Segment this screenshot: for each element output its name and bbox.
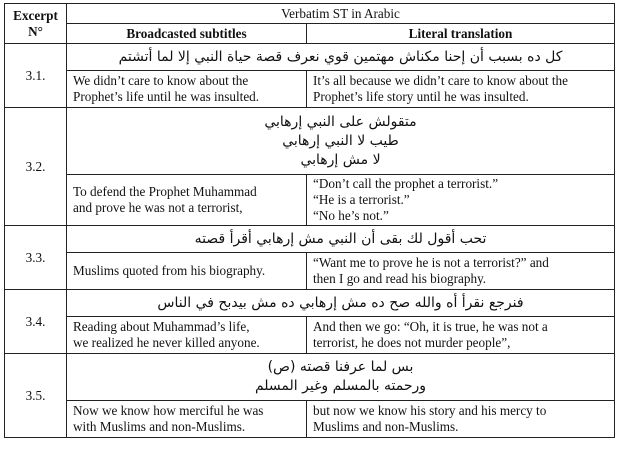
excerpts-table <box>4 3 615 438</box>
excerpt-number: 3.4. <box>5 290 67 354</box>
arabic-source-text: فنرجع نقرأ أه والله صح ده مش إرهابي ده مش بيدبح في الناس <box>67 290 615 317</box>
broadcast-subtitle-cell: We didn’t care to know about the Prophet’s life until he was insulted. <box>67 71 307 108</box>
arabic-source-text: متقولش على النبي إرهابي طيب لا النبي إرهابي لا مش إرهابي <box>67 108 615 175</box>
literal-translation-cell: It’s all because we didn’t care to know about the Prophet’s life story until he was insulted. <box>307 71 615 108</box>
excerpt-number: 3.3. <box>5 226 67 290</box>
literal-translation-cell: but now we know his story and his mercy to Muslims and non-Muslims. <box>307 401 615 438</box>
excerpt-number: 3.5. <box>5 354 67 438</box>
excerpt-number: 3.1. <box>5 44 67 108</box>
excerpt-number: 3.2. <box>5 108 67 226</box>
literal-translation-cell: And then we go: “Oh, it is true, he was not a terrorist, he does not murder people”, <box>307 317 615 354</box>
broadcast-subtitle-cell: Now we know how merciful he was with Muslims and non-Muslims. <box>67 401 307 438</box>
arabic-source-text: كل ده بسبب أن إحنا مكناش مهتمين قوي نعرف قصة حياة النبي إلا لما أتشتم <box>67 44 615 71</box>
verbatim-header: Verbatim ST in Arabic <box>67 4 615 24</box>
arabic-source-text: تحب أقول لك بقى أن النبي مش إرهابي أقرأ قصته <box>67 226 615 253</box>
broadcast-subtitles-header: Broadcasted subtitles <box>67 24 307 44</box>
broadcast-subtitle-cell: To defend the Prophet Muhammad and prove he was not a terrorist, <box>67 175 307 226</box>
number-header-label: N° <box>28 23 43 39</box>
arabic-source-text: بس لما عرفنا قصته (ص) ورحمته بالمسلم وغير المسلم <box>67 354 615 401</box>
broadcast-subtitle-cell: Reading about Muhammad’s life, we realized he never killed anyone. <box>67 317 307 354</box>
literal-translation-cell: “Want me to prove he is not a terrorist?” and then I go and read his biography. <box>307 253 615 290</box>
literal-translation-header: Literal translation <box>307 24 615 44</box>
excerpt-header-label: Excerpt <box>13 7 58 23</box>
excerpt-number-header <box>5 4 67 44</box>
broadcast-subtitle-cell: Muslims quoted from his biography. <box>67 253 307 290</box>
literal-translation-cell: “Don’t call the prophet a terrorist.” “He is a terrorist.” “No he’s not.” <box>307 175 615 226</box>
